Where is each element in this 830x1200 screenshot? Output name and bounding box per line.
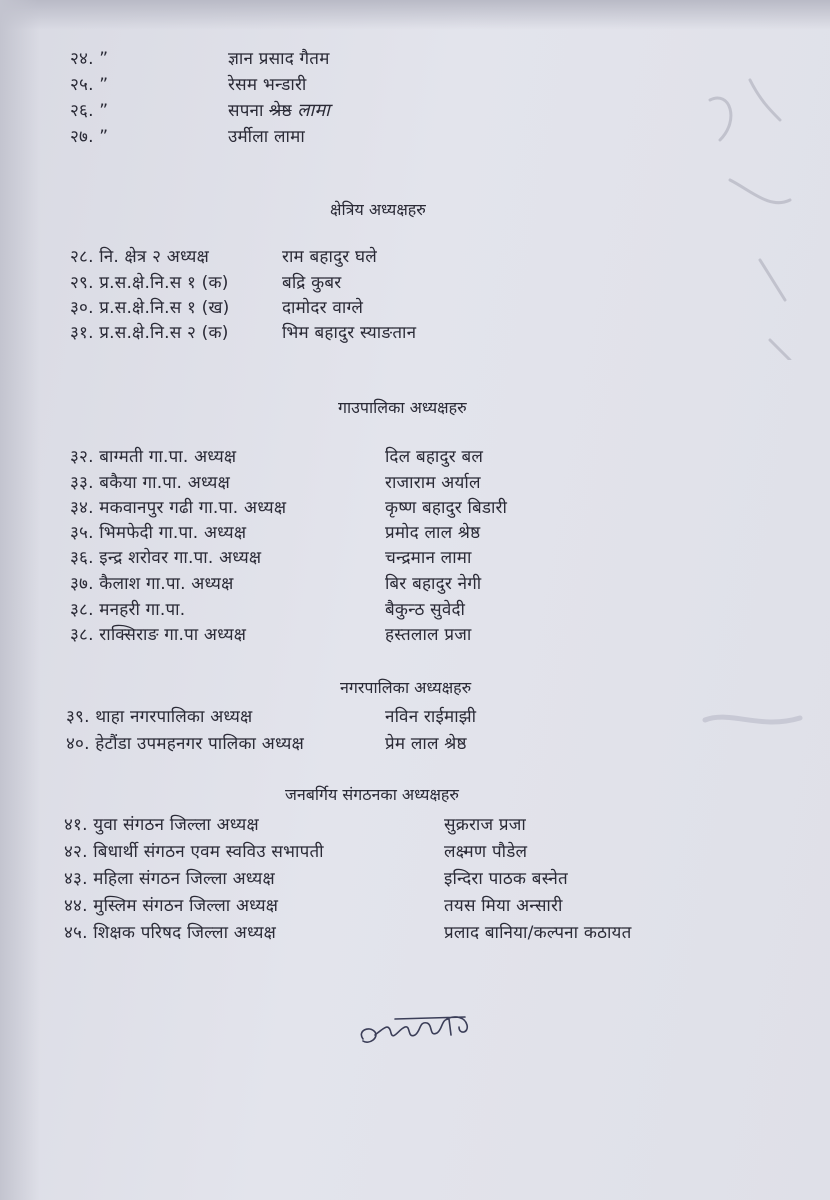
table-row-name: राम बहादुर घले xyxy=(282,247,378,267)
table-row-name: राजाराम अर्याल xyxy=(385,473,481,493)
table-row-role: ३७. कैलाश गा.पा. अध्यक्ष xyxy=(70,574,234,594)
handwritten-correction: लामा xyxy=(297,100,330,121)
list-item-number: २७. ” xyxy=(70,127,109,147)
section-title-rural: गाउपालिका अध्यक्षहरु xyxy=(338,398,467,417)
table-row-role: २९. प्र.स.क्षे.नि.स १ (क) xyxy=(70,273,229,293)
table-row-role: २८. नि. क्षेत्र २ अध्यक्ष xyxy=(70,247,209,267)
table-row-role: ४२. बिधार्थी संगठन एवम स्वविउ सभापती xyxy=(64,842,324,862)
page-top-shadow xyxy=(0,0,830,30)
printed-name: सपना xyxy=(228,101,264,121)
table-row-name: कृष्ण बहादुर बिडारी xyxy=(385,498,508,518)
table-row-role: ४०. हेटौंडा उपमहनगर पालिका अध्यक्ष xyxy=(66,734,304,754)
table-row-role: ४५. शिक्षक परिषद जिल्ला अध्यक्ष xyxy=(64,923,277,943)
table-row-name: भिम बहादुर स्याङतान xyxy=(282,323,417,343)
table-row-name: बद्रि कुबर xyxy=(282,273,342,293)
table-row-role: ३३. बकैया गा.पा. अध्यक्ष xyxy=(70,473,230,493)
table-row-role: ३८. राक्सिराङ गा.पा अध्यक्ष xyxy=(70,625,247,645)
table-row-role: ३९. थाहा नगरपालिका अध्यक्ष xyxy=(66,707,253,727)
list-item-number: २६. ” xyxy=(70,101,109,121)
table-row-role: ४४. मुस्लिम संगठन जिल्ला अध्यक्ष xyxy=(64,896,279,916)
table-row-role: ३१. प्र.स.क्षे.नि.स २ (क) xyxy=(70,323,229,343)
table-row-name: लक्ष्मण पौडेल xyxy=(444,842,528,862)
table-row-name: प्रेम लाल श्रेष्ठ xyxy=(385,734,467,754)
list-item-name xyxy=(228,100,330,122)
table-row-name: दिल बहादुर बल xyxy=(385,447,484,467)
page-left-shadow xyxy=(0,0,40,1200)
paper-smudge-marks xyxy=(690,60,810,360)
table-row-name: दामोदर वाग्ले xyxy=(282,298,364,318)
section-title-regional: क्षेत्रिय अध्यक्षहरु xyxy=(330,200,426,219)
table-row-role: ३४. मकवानपुर गढी गा.पा. अध्यक्ष xyxy=(70,498,287,518)
table-row-role: ३०. प्र.स.क्षे.नि.स १ (ख) xyxy=(70,298,230,318)
table-row-name: सुक्रराज प्रजा xyxy=(444,815,527,835)
table-row-name: नविन राईमाझी xyxy=(385,707,477,727)
list-item-number: २४. ” xyxy=(70,49,109,69)
paper-smudge-marks xyxy=(700,700,810,740)
table-row-name: प्रमोद लाल श्रेष्ठ xyxy=(385,523,481,543)
table-row-name: चन्द्रमान लामा xyxy=(385,548,472,568)
list-item-name: उर्मीला लामा xyxy=(228,127,305,147)
handwritten-signature xyxy=(355,1005,485,1055)
section-title-mass-organisations: जनबर्गिय संगठनका अध्यक्षहरु xyxy=(285,785,459,804)
table-row-role: ४३. महिला संगठन जिल्ला अध्यक्ष xyxy=(64,869,275,889)
section-title-municipal: नगरपालिका अध्यक्षहरु xyxy=(340,678,472,697)
table-row-name: हस्तलाल प्रजा xyxy=(385,625,472,645)
table-row-role: ३२. बाग्मती गा.पा. अध्यक्ष xyxy=(70,447,237,467)
list-item-name: रेसम भन्डारी xyxy=(228,75,307,95)
table-row-role: ३६. इन्द्र शरोवर गा.पा. अध्यक्ष xyxy=(70,548,262,568)
table-row-name: बैकुन्ठ सुवेदी xyxy=(385,600,466,620)
table-row-role: ३५. भिमफेदी गा.पा. अध्यक्ष xyxy=(70,523,247,543)
struck-out-word: श्रेष्ठ xyxy=(269,101,292,121)
list-item-number: २५. ” xyxy=(70,75,109,95)
table-row-name: प्रलाद बानिया/कल्पना कठायत xyxy=(444,923,632,943)
table-row-role: ३८. मनहरी गा.पा. xyxy=(70,600,186,620)
table-row-role: ४१. युवा संगठन जिल्ला अध्यक्ष xyxy=(64,815,259,835)
list-item-name: ज्ञान प्रसाद गैतम xyxy=(228,49,330,69)
table-row-name: तयस मिया अन्सारी xyxy=(444,896,563,916)
table-row-name: इन्दिरा पाठक बस्नेत xyxy=(444,869,568,889)
table-row-name: बिर बहादुर नेगी xyxy=(385,574,482,594)
